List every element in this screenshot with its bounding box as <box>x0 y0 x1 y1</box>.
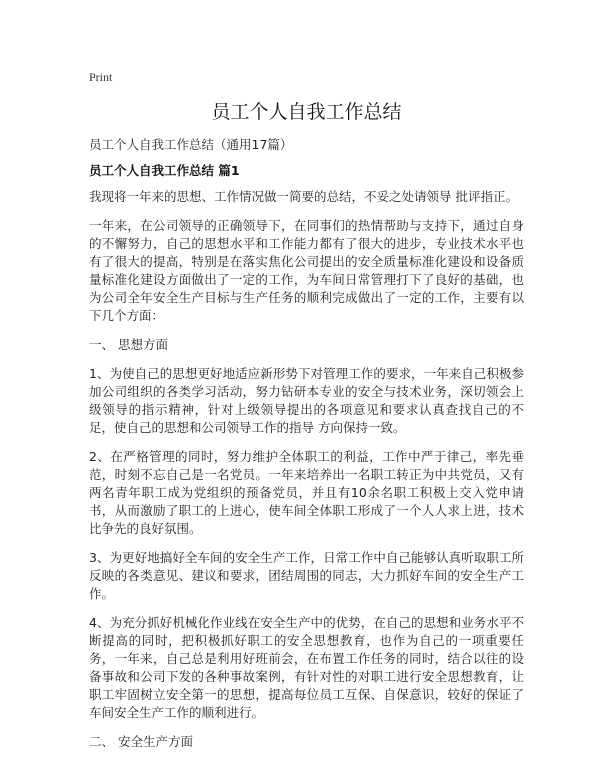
document-subtitle: 员工个人自我工作总结（通用17篇） <box>89 137 293 152</box>
document-title: 员工个人自我工作总结 <box>211 101 402 123</box>
paragraph-item-4: 4、为充分抓好机械化作业线在安全生产中的优势，在自己的思想和业务水平不断提高的同时，把积极抓好职工的安全思想教育，也作为自己的一项重要任务，一年来，自己总是利用好班前会，在布置工作任务的同时，结合以往的设备事故和公司下发的各种事故案例，有针对性的对职工进行安全思想教育，让职工牢固树立安全第一的思想，提高每位员工互保、自保意识，较好的保证了车间安全生产工作的顺利进行。 <box>89 615 524 720</box>
paragraph-overview: 一年来，在公司领导的正确领导下，在同事们的热情帮助与支持下，通过自身的不懈努力，自己的思想水平和工作能力都有了很大的进步，专业技术水平也有了很大的提高，特别是在落实焦化公司提出的安全质量标准化建设和设备质量标准化建设方面做出了一定的工作，为车间日常管理打下了良好的基础，也为公司全年安全生产目标与生产任务的顺利完成做出了一定的工作，主要有以下几个方面： <box>89 218 524 323</box>
paragraph-intro: 我现将一年来的思想、工作情况做一简要的总结，不妥之处请领导 批评指正。 <box>89 189 518 204</box>
print-label: Print <box>89 70 113 84</box>
paragraph-item-3: 3、为更好地搞好全车间的安全生产工作，日常工作中自己能够认真听取职工所反映的各类意见、建议和要求，团结周围的同志，大力抓好车间的安全生产工作。 <box>89 550 524 601</box>
heading-thought: 一、 思想方面 <box>89 337 168 352</box>
paragraph-item-1: 1、为使自己的思想更好地适应新形势下对管理工作的要求，一年来自己积极参加公司组织的各类学习活动，努力钻研本专业的安全与技术业务，深切领会上级领导的指示精神，针对上级领导提出的各项意见和要求认真查找自己的不足，使自己的思想和公司领导工作的指导 方向保持一致。 <box>89 366 524 435</box>
heading-safety: 二、 安全生产方面 <box>89 734 193 749</box>
section-heading: 员工个人自我工作总结 篇1 <box>89 163 240 178</box>
paragraph-item-2: 2、在严格管理的同时，努力维护全体职工的利益，工作中严于律己，率先垂范，时刻不忘自己是一名党员。一年来培养出一名职工转正为中共党员，又有两名青年职工成为党组织的预备党员，并且有10余名职工积极上交入党申请 书，从而激励了职工的上进心，使车间全体职工形成了一个人人求上进，技术比争先的良好氛围。 <box>89 449 524 536</box>
